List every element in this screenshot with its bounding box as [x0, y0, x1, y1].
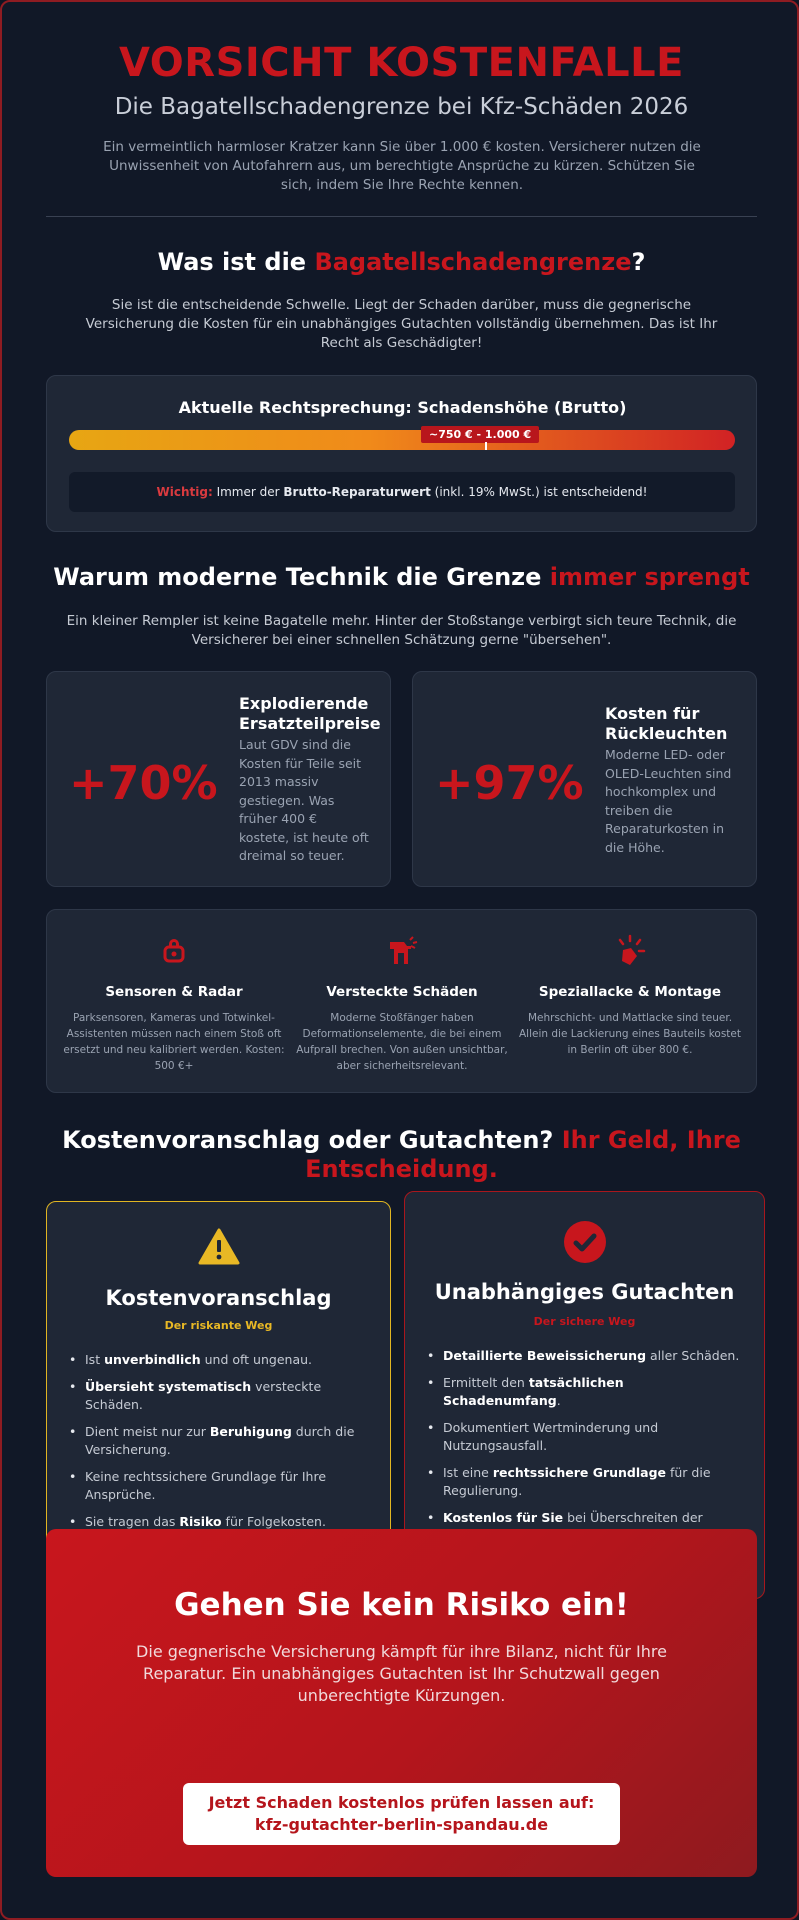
feature-text: Moderne Stoßfänger haben Deformationselemente, die bei einem Aufprall brechen. Von außen unsichtbar, aber sicherheitsrelevant. [296, 1012, 508, 1072]
spray-paint-icon [515, 934, 745, 972]
threshold-panel [46, 375, 757, 532]
list-item: • Ist unverbindlich und oft ungenau. [67, 1351, 367, 1369]
estimate-subtitle: Der riskante Weg [164, 1319, 273, 1332]
list-item: • Ermittelt den tatsächlichen Schadenumfang. [425, 1374, 741, 1410]
cta-text: Die gegnerische Versicherung kämpft für ihre Bilanz, nicht für Ihre Reparatur. Ein unabhängiges Gutachten ist Ihr Schutzwall gegen unberechtigte Kürzungen. [136, 1642, 667, 1705]
tech-title [2, 563, 799, 591]
threshold-bar-marker [485, 442, 487, 450]
estimate-list [67, 1351, 367, 1540]
list-item: • Detaillierte Beweissicherung aller Schäden. [425, 1347, 741, 1365]
hero-text: Ein vermeintlich harmloser Kratzer kann Sie über 1.000 € kosten. Versicherer nutzen die Unwissenheit von Autofahrern aus, um berechtigte Ansprüche zu kürzen. Schützen Sie sich, indem Sie Ihre Rechte kennen. [103, 139, 701, 193]
check-circle-icon [405, 1220, 764, 1268]
stat-card-lights [412, 671, 757, 887]
list-item: • Dient meist nur zur Beruhigung durch die Versicherung. [67, 1423, 367, 1459]
stat-text: Moderne LED- oder OLED-Leuchten sind hochkomplex und treiben die Reparaturkosten in die Höhe. [605, 747, 732, 855]
estimate-title: Kostenvoranschlag [105, 1286, 332, 1310]
feature-text: Parksensoren, Kameras und Totwinkel-Assistenten müssen nach einem Stoß oft ersetzt und neu kalibriert werden. Kosten: 500 €+ [63, 1012, 285, 1072]
what-title-end: ? [631, 248, 646, 276]
what-title-text: Was ist die [157, 248, 315, 276]
important-note-text: Immer der [212, 485, 284, 499]
appraisal-subtitle: Der sichere Weg [533, 1315, 636, 1328]
list-item: • Kostenlos für Sie bei Überschreiten der [425, 1509, 741, 1545]
important-note [69, 472, 735, 512]
stat-text: Laut GDV sind die Kosten für Teile seit 2013 massiv gestiegen. Was früher 400 € kostete, ist heute oft dreimal so teuer. [239, 737, 369, 863]
features-panel [46, 909, 757, 1093]
stat-value: +70% [69, 756, 218, 810]
tech-text: Ein kleiner Rempler ist keine Bagatelle mehr. Hinter der Stoßstange verbirgt sich teure Technik, die Versicherer bei einer schnellen Schätzung gerne "übersehen". [66, 613, 737, 648]
feature-title: Sensoren & Radar [105, 984, 243, 1000]
stat-title: Explodierende Ersatzteilpreise [239, 694, 381, 733]
appraisal-list [425, 1347, 741, 1554]
important-note-bold: Brutto-Reparaturwert [283, 485, 431, 499]
feature-title: Versteckte Schäden [326, 984, 478, 1000]
feature-title: Speziallacke & Montage [538, 984, 722, 1000]
stat-card-parts [46, 671, 391, 887]
important-note-end: (inkl. 19% MwSt.) ist entscheidend! [430, 485, 648, 499]
hero-subtitle: Die Bagatellschadengrenze bei Kfz-Schäden 2026 [114, 94, 689, 120]
appraisal-title: Unabhängiges Gutachten [434, 1280, 735, 1304]
stat-value: +97% [435, 756, 584, 810]
tech-title-text: Warum moderne Technik die Grenze [53, 563, 550, 591]
hero-title: VORSICHT KOSTENFALLE [119, 40, 684, 86]
threshold-panel-title: Aktuelle Rechtsprechung: Schadenshöhe (Brutto) [178, 398, 627, 417]
list-item: • Übersieht systematisch versteckte Schäden. [67, 1378, 367, 1414]
warning-icon [47, 1228, 390, 1270]
what-text: Sie ist die entscheidende Schwelle. Liegt der Schaden darüber, muss die gegnerische Versicherung die Kosten für ein unabhängiges Gutachten vollständig übernehmen. Das ist Ihr Recht als Geschädigter! [85, 297, 718, 351]
threshold-bar [69, 430, 735, 450]
list-item: • Ist eine rechtssichere Grundlage für die Regulierung. [425, 1464, 741, 1500]
important-note-label: Wichtig: [156, 485, 213, 499]
list-item: • Dokumentiert Wertminderung und Nutzungsausfall. [425, 1419, 741, 1455]
compare-title-text: Kostenvoranschlag oder Gutachten? [62, 1126, 562, 1154]
list-item: • Sie tragen das Risiko für Folgekosten. [67, 1513, 367, 1531]
car-crash-icon [287, 936, 517, 970]
sensor-icon [59, 936, 289, 968]
tech-title-highlight: immer sprengt [549, 563, 750, 591]
feature-text: Mehrschicht- und Mattlacke sind teuer. Allein die Lackierung eines Bauteils kostet in Berlin oft über 800 €. [518, 1012, 742, 1056]
list-item: • Keine rechtssichere Grundlage für Ihre Ansprüche. [67, 1468, 367, 1504]
cta-button[interactable] [183, 1783, 620, 1845]
compare-title [46, 1126, 757, 1184]
cta-panel [46, 1529, 757, 1877]
cta-title: Gehen Sie kein Risiko ein! [174, 1587, 629, 1623]
divider [46, 216, 757, 217]
compare-title-highlight: Ihr Geld, Ihre Entscheidung. [305, 1126, 741, 1183]
stat-title: Kosten für Rückleuchten [605, 704, 728, 743]
what-title-highlight: Bagatellschadengrenze [314, 248, 632, 276]
threshold-bar-label: ~750 € - 1.000 € [421, 426, 539, 443]
cta-button-line1: Jetzt Schaden kostenlos prüfen lassen auf: [208, 1793, 595, 1812]
what-title [2, 248, 799, 276]
cta-button-link[interactable]: kfz-gutachter-berlin-spandau.de [254, 1815, 549, 1834]
